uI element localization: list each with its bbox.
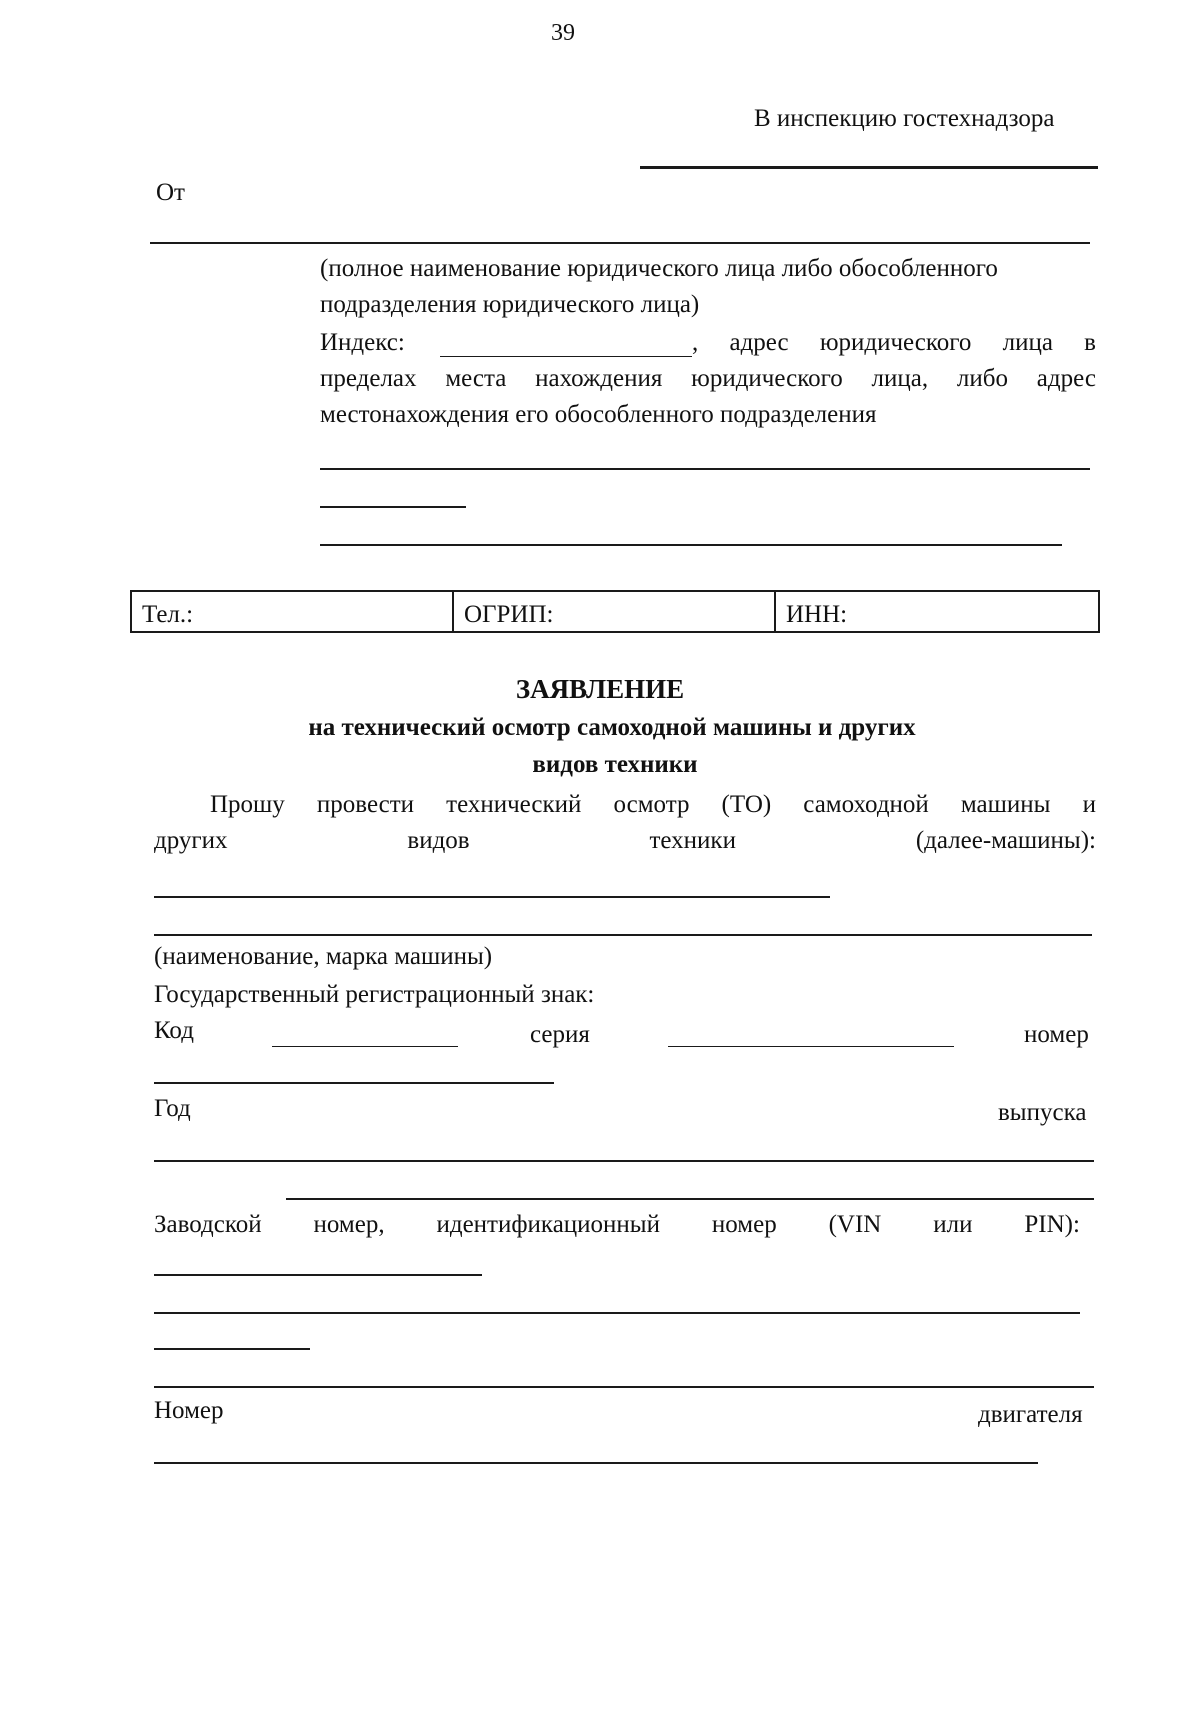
word: (ТО) (721, 791, 772, 818)
word: или (933, 1211, 973, 1238)
series-label: серия (530, 1021, 590, 1048)
address-line-2 (320, 364, 1096, 394)
code-field[interactable] (272, 1046, 458, 1047)
number-field[interactable] (154, 1082, 554, 1084)
word: Заводской (154, 1211, 262, 1238)
word: PIN): (1024, 1211, 1080, 1238)
word: провести (316, 791, 415, 818)
address-field-3[interactable] (320, 544, 1062, 546)
inn-cell[interactable] (775, 591, 1099, 632)
vin-field-1[interactable] (154, 1274, 482, 1276)
engine-field[interactable] (154, 1462, 1038, 1464)
word: адрес (1036, 365, 1096, 392)
series-field[interactable] (668, 1046, 954, 1047)
from-label: От (156, 179, 185, 206)
index-line-tail (692, 328, 1096, 358)
machine-name-field-2[interactable] (154, 934, 1092, 936)
engine-label-2: двигателя (978, 1401, 1083, 1428)
word: номер (711, 1211, 777, 1238)
word: (далее-машины): (915, 827, 1096, 854)
word: лица (1002, 329, 1053, 356)
legal-entity-hint-line-2: подразделения юридического лица) (320, 291, 700, 318)
ogrip-label: ОГРИП: (464, 600, 554, 628)
machine-name-field-1[interactable] (154, 896, 830, 898)
word: номер, (313, 1211, 385, 1238)
document-subtitle-line-2: видов техники (532, 751, 698, 778)
number-label: номер (1024, 1021, 1089, 1048)
word: и (1082, 791, 1096, 818)
recipient-field[interactable] (640, 166, 1098, 169)
word: пределах (320, 365, 417, 392)
year-field-1[interactable] (154, 1160, 1094, 1162)
word: других (154, 827, 228, 854)
page-number: 39 (551, 20, 575, 46)
document-subtitle-line-1: на технический осмотр самоходной машины и других (308, 714, 916, 741)
address-field-1[interactable] (320, 468, 1090, 470)
recipient-text: В инспекцию гостехнадзора (754, 105, 1055, 132)
phone-label: Тел.: (142, 600, 194, 628)
word: видов (407, 827, 470, 854)
code-label: Код (154, 1017, 194, 1044)
from-field[interactable] (150, 242, 1090, 244)
request-line-2 (154, 826, 1096, 856)
vin-line (154, 1210, 1080, 1240)
word: техники (649, 827, 736, 854)
word: адрес (729, 329, 789, 356)
word: самоходной (803, 791, 929, 818)
index-comma: , (692, 329, 699, 356)
word: технический (446, 791, 582, 818)
word: идентификационный (436, 1211, 660, 1238)
word: машины (960, 791, 1051, 818)
request-line-1 (210, 790, 1096, 820)
word: юридического (819, 329, 972, 356)
document-title: ЗАЯВЛЕНИЕ (515, 674, 685, 704)
inn-label: ИНН: (786, 600, 848, 628)
vin-field-3[interactable] (154, 1348, 310, 1350)
contacts-table (130, 590, 1100, 633)
word: нахождения (535, 365, 663, 392)
word: осмотр (613, 791, 690, 818)
word: юридического (691, 365, 843, 392)
index-field[interactable] (440, 356, 692, 357)
vin-field-4[interactable] (154, 1386, 1094, 1388)
engine-label: Номер (154, 1397, 224, 1424)
year-label-2: выпуска (998, 1099, 1087, 1126)
machine-name-hint: (наименование, марка машины) (154, 943, 493, 970)
word: (VIN (828, 1211, 882, 1238)
year-label: Год (154, 1095, 191, 1122)
legal-entity-hint-line-1: (полное наименование юридического лица либо обособленного (320, 255, 998, 282)
vin-field-2[interactable] (154, 1312, 1080, 1314)
address-field-2[interactable] (320, 506, 466, 508)
ogrip-cell[interactable] (453, 591, 775, 632)
word: Прошу (210, 791, 285, 818)
phone-cell[interactable] (131, 591, 453, 632)
index-label: Индекс: (320, 329, 405, 356)
word: места (445, 365, 507, 392)
address-line-3: местонахождения его обособленного подразделения (320, 401, 877, 428)
word: либо (956, 365, 1008, 392)
word: лица, (871, 365, 929, 392)
word: в (1084, 329, 1096, 356)
reg-sign-label: Государственный регистрационный знак: (154, 981, 595, 1008)
year-field-2[interactable] (286, 1198, 1094, 1200)
